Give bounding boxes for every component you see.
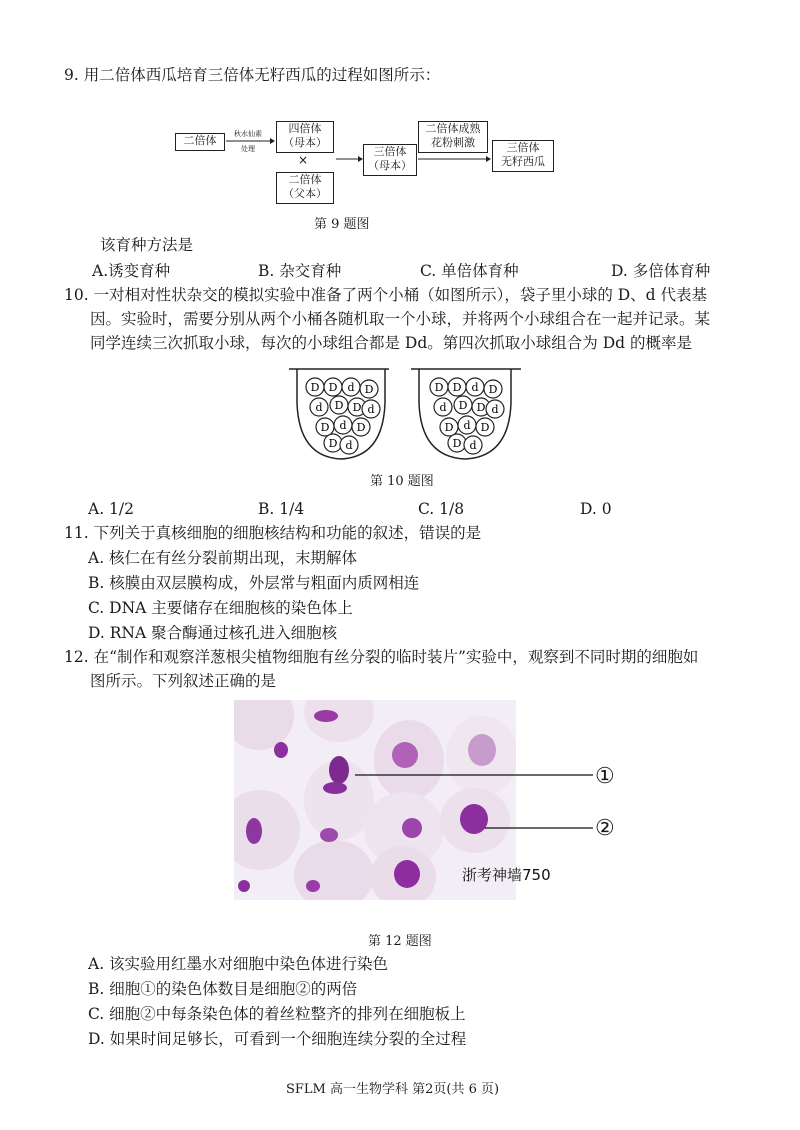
q11-option-d: D. RNA 聚合酶通过核孔进入细胞核	[88, 624, 338, 642]
q9-option-a: A.诱变育种	[92, 262, 171, 280]
q10-option-c: C. 1/8	[418, 500, 465, 518]
box-tetraploid	[276, 121, 334, 153]
q9-option-c: C. 单倍体育种	[420, 262, 519, 280]
page-footer: SFLM 高一生物学科 第2页(共 6 页)	[286, 1082, 500, 1097]
box-triploid	[363, 144, 417, 176]
ball-label: d	[315, 401, 323, 414]
ball-label: D	[480, 421, 490, 434]
ball-label: d	[491, 403, 499, 416]
label-cell-1: ①	[595, 764, 615, 789]
q10-stem-line2: 因。实验时，需要分别从两个小桶各随机取一个小球，并将两个小球组合在一起并记录。某	[90, 310, 711, 328]
arrow-right-icon	[334, 153, 364, 165]
box-diploid-father-line1: 二倍体	[288, 173, 322, 186]
ball-label: D	[434, 381, 444, 394]
ball-label: d	[367, 403, 375, 416]
q11-stem: 11. 下列关于真核细胞的细胞核结构和功能的叙述，错误的是	[64, 524, 482, 542]
ball-label: D	[458, 399, 468, 412]
box-pollen-line2: 花粉刺激	[431, 136, 475, 149]
box-tetraploid-line1: 四倍体	[288, 122, 322, 135]
q10-option-d: D. 0	[580, 500, 612, 518]
ball-label: D	[328, 381, 338, 394]
q9-caption: 第 9 题图	[314, 217, 370, 232]
box-diploid-father	[276, 172, 334, 204]
arrow-right-icon	[224, 135, 276, 147]
cross-symbol: ×	[298, 153, 309, 167]
pointer-lines	[355, 762, 615, 842]
arrow-right-icon	[416, 153, 492, 165]
q10-option-b: B. 1/4	[258, 500, 305, 518]
q10-option-a: A. 1/2	[88, 500, 134, 518]
box-seedless-line1: 三倍体	[506, 141, 540, 154]
q11-option-b: B. 核膜由双层膜构成，外层常与粗面内质网相连	[88, 574, 420, 592]
ball-label: d	[469, 439, 477, 452]
q9-question: 该育种方法是	[100, 236, 194, 254]
ball-label: D	[310, 381, 320, 394]
ball-label: d	[345, 439, 353, 452]
ball-label: D	[328, 437, 338, 450]
ball-label: d	[463, 419, 471, 432]
q12-option-b: B. 细胞①的染色体数目是细胞②的两倍	[88, 980, 358, 998]
arrow-label-colchicine: 秋水仙素	[234, 130, 262, 138]
q12-option-c: C. 细胞②中每条染色体的着丝粒整齐的排列在细胞板上	[88, 1005, 466, 1023]
q10-stem-line3: 同学连续三次抓取小球，每次的小球组合都是 Dd。第四次抓取小球组合为 Dd 的概率是	[90, 334, 692, 352]
q9-stem: 9. 用二倍体西瓜培育三倍体无籽西瓜的过程如图所示：	[64, 66, 441, 84]
q12-caption: 第 12 题图	[368, 934, 432, 949]
q10-buckets-figure	[285, 363, 525, 463]
ball-label: D	[444, 421, 454, 434]
q9-option-d: D. 多倍体育种	[611, 262, 711, 280]
box-seedless-line2: 无籽西瓜	[501, 155, 545, 168]
label-cell-2: ②	[595, 816, 615, 841]
q12-option-a: A. 该实验用红墨水对细胞中染色体进行染色	[88, 955, 389, 973]
ball-label: D	[334, 399, 344, 412]
q12-stem-line1: 12. 在“制作和观察洋葱根尖植物细胞有丝分裂的临时装片”实验中，观察到不同时期的细胞如	[64, 648, 699, 666]
ball-label: D	[488, 383, 498, 396]
ball-label: d	[347, 381, 355, 394]
ball-label: d	[339, 419, 347, 432]
ball-label: D	[476, 401, 486, 414]
ball-label: D	[364, 383, 374, 396]
box-diploid-father-line2: （父本）	[283, 187, 327, 200]
ball-label: d	[439, 401, 447, 414]
q10-stem-line1: 10. 一对相对性状杂交的模拟实验中准备了两个小桶（如图所示），袋子里小球的 D、d 代表基	[64, 286, 708, 304]
ball-label: D	[452, 381, 462, 394]
watermark-text: 浙考神墙750	[462, 866, 551, 884]
q10-caption: 第 10 题图	[370, 474, 434, 489]
box-tetraploid-line2: （母本）	[283, 136, 327, 149]
ball-label: D	[356, 421, 366, 434]
ball-label: D	[352, 401, 362, 414]
box-pollen	[418, 121, 488, 153]
q9-option-b: B. 杂交育种	[258, 262, 342, 280]
box-seedless	[492, 140, 554, 172]
q12-stem-line2: 图所示。下列叙述正确的是	[90, 672, 277, 690]
box-pollen-line1: 二倍体成熟	[425, 122, 481, 135]
q11-option-a: A. 核仁在有丝分裂前期出现，末期解体	[88, 549, 358, 567]
box-diploid: 二倍体	[175, 133, 225, 151]
box-triploid-line1: 三倍体	[373, 145, 407, 158]
ball-label: d	[471, 381, 479, 394]
q12-option-d: D. 如果时间足够长，可看到一个细胞连续分裂的全过程	[88, 1030, 467, 1048]
arrow-label-treatment: 处理	[241, 145, 255, 153]
ball-label: D	[452, 437, 462, 450]
q11-option-c: C. DNA 主要储存在细胞核的染色体上	[88, 599, 353, 617]
box-triploid-line2: （母本）	[368, 159, 412, 172]
ball-label: D	[320, 421, 330, 434]
